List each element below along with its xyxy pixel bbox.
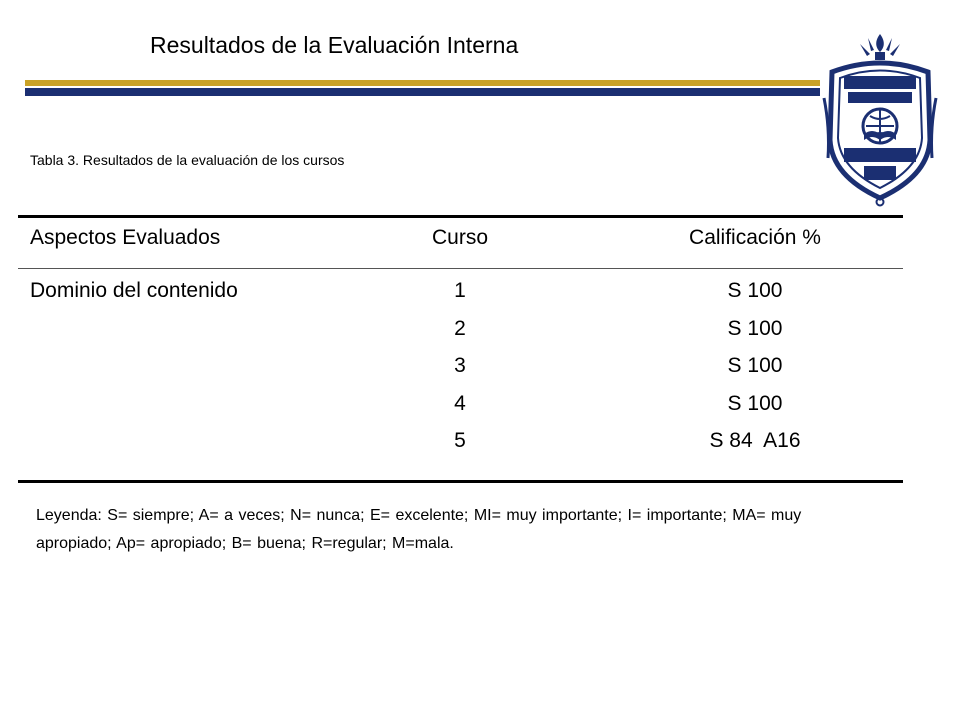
header-course: Curso: [431, 226, 489, 249]
row-aspect: Dominio del contenido: [30, 279, 238, 302]
torch-flame-icon: [860, 34, 900, 60]
course-cell: 2: [454, 316, 466, 340]
header-navy-bar: [25, 88, 820, 96]
page-title: Resultados de la Evaluación Interna: [150, 32, 519, 58]
grade-cell: S 100: [727, 391, 783, 415]
table-caption: Tabla 3. Resultados de la evaluación de los cursos: [30, 152, 345, 168]
legend-text: Leyenda: S= siempre; A= a veces; N= nunca; E= excelente; MI= muy importante; I= importante; MA= muy apropiado; Ap= apropiado; B= buena; R=regular; M=mala.: [36, 507, 802, 552]
grade-cell: S 100: [727, 316, 783, 340]
grade-cell: S 100: [727, 354, 783, 377]
course-cell: 3: [454, 354, 466, 377]
grade-list: [655, 276, 855, 464]
course-list: [400, 276, 520, 464]
header-aspect: Aspectos Evaluados: [30, 226, 221, 249]
university-logo: [818, 28, 943, 208]
course-cell: 5: [454, 429, 466, 452]
course-cell: 4: [454, 391, 466, 415]
header-gold-bar: [25, 80, 820, 86]
grade-cell: S 100: [727, 279, 783, 302]
table-header-rule: [18, 268, 903, 269]
table-bottom-rule: [18, 480, 903, 483]
grade-cell: S 84 A16: [709, 429, 801, 452]
course-cell: 1: [454, 279, 466, 302]
header-grade: Calificación %: [689, 226, 821, 249]
table-top-rule: [18, 215, 903, 218]
